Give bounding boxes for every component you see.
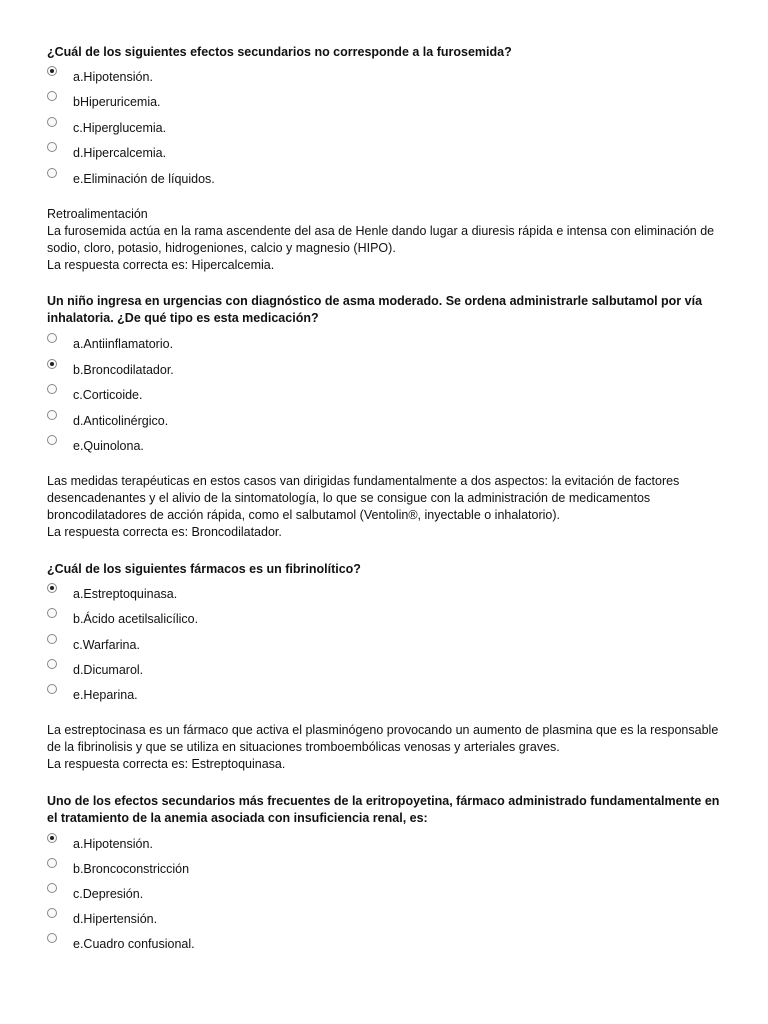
question-2-option-a[interactable] (47, 336, 447, 354)
radio-unchecked-icon[interactable] (47, 659, 57, 669)
option-label: d.Dicumarol. (73, 663, 144, 677)
radio-checked-icon[interactable] (47, 583, 57, 593)
option-label: c.Warfarina. (73, 638, 140, 652)
radio-unchecked-icon[interactable] (47, 883, 57, 893)
question-1-option-a[interactable] (47, 69, 447, 87)
option-label: e.Quinolona. (73, 439, 144, 453)
option-label: a.Hipotensión. (73, 837, 153, 851)
radio-unchecked-icon[interactable] (47, 634, 57, 644)
radio-unchecked-icon[interactable] (47, 91, 57, 101)
feedback-title: Retroalimentación (47, 207, 148, 221)
question-3-option-c[interactable] (47, 637, 447, 655)
option-label: b.Broncodilatador. (73, 363, 174, 377)
option-label: b.Ácido acetilsalicílico. (73, 612, 199, 626)
question-2-feedback (47, 473, 727, 541)
question-3-option-a[interactable] (47, 586, 447, 604)
radio-unchecked-icon[interactable] (47, 117, 57, 127)
option-label: d.Anticolinérgico. (73, 414, 169, 428)
radio-unchecked-icon[interactable] (47, 608, 57, 618)
question-4-option-c[interactable] (47, 886, 447, 904)
question-2-option-e[interactable] (47, 438, 447, 456)
option-label: bHiperuricemia. (73, 95, 161, 109)
question-2-text: Un niño ingresa en urgencias con diagnóstico de asma moderado. Se ordena administrarle salbutamol por vía inhalatoria. ¿De qué tipo es esta medicación? (47, 294, 703, 325)
correct-answer: La respuesta correcta es: Hipercalcemia. (47, 258, 275, 272)
question-1-feedback (47, 206, 727, 274)
question-2-option-c[interactable] (47, 387, 447, 405)
option-label: e.Eliminación de líquidos. (73, 172, 215, 186)
radio-unchecked-icon[interactable] (47, 933, 57, 943)
radio-unchecked-icon[interactable] (47, 168, 57, 178)
correct-answer: La respuesta correcta es: Broncodilatador. (47, 525, 282, 539)
radio-unchecked-icon[interactable] (47, 435, 57, 445)
question-4-text: Uno de los efectos secundarios más frecuentes de la eritropoyetina, fármaco administrado fundamentalmente en el tratamiento de la anemia asociada con insuficiencia renal, es: (47, 794, 720, 825)
question-3-option-d[interactable] (47, 662, 447, 680)
question-4-option-a[interactable] (47, 836, 447, 854)
question-1-option-d[interactable] (47, 145, 447, 163)
feedback-text: La furosemida actúa en la rama ascendente del asa de Henle dando lugar a diuresis rápida e intensa con eliminación de sodio, cloro, potasio, hidrogeniones, calcio y magnesio (HIPO). (47, 224, 715, 255)
option-label: a.Antiinflamatorio. (73, 337, 174, 351)
feedback-text: Las medidas terapéuticas en estos casos van dirigidas fundamentalmente a dos aspectos: la evitación de factores desencadenantes y el alivio de la sintomatología, lo que se consigue con la administración de medicamentos broncodilatadores de acción rápida, como el salbutamol (Ventolin®, inyectable o inhalatorio). (47, 474, 680, 522)
question-1-option-b[interactable] (47, 94, 447, 112)
feedback-text: La estreptocinasa es un fármaco que activa el plasminógeno provocando un aumento de plasmina que es la responsable de la fibrinolisis y que se utiliza en situaciones tromboembólicas venosas y arteriales graves. (47, 723, 719, 754)
radio-unchecked-icon[interactable] (47, 333, 57, 343)
option-label: b.Broncoconstricción (73, 862, 190, 876)
radio-unchecked-icon[interactable] (47, 384, 57, 394)
option-label: a.Estreptoquinasa. (73, 587, 178, 601)
question-1-option-e[interactable] (47, 171, 447, 189)
question-3-option-e[interactable] (47, 687, 447, 705)
option-label: d.Hipercalcemia. (73, 146, 167, 160)
option-label: d.Hipertensión. (73, 912, 158, 926)
option-label: c.Hiperglucemia. (73, 121, 167, 135)
question-1-text: ¿Cuál de los siguientes efectos secundarios no corresponde a la furosemida? (47, 45, 512, 59)
option-label: c.Depresión. (73, 887, 144, 901)
question-2-option-b[interactable] (47, 362, 447, 380)
question-3-text: ¿Cuál de los siguientes fármacos es un fibrinolítico? (47, 562, 361, 576)
option-label: e.Cuadro confusional. (73, 937, 195, 951)
question-4-option-e[interactable] (47, 936, 447, 954)
question-4-option-b[interactable] (47, 861, 447, 879)
radio-unchecked-icon[interactable] (47, 908, 57, 918)
radio-unchecked-icon[interactable] (47, 858, 57, 868)
correct-answer: La respuesta correcta es: Estreptoquinasa. (47, 757, 286, 771)
radio-unchecked-icon[interactable] (47, 684, 57, 694)
question-4-option-d[interactable] (47, 911, 447, 929)
question-2-option-d[interactable] (47, 413, 447, 431)
radio-unchecked-icon[interactable] (47, 410, 57, 420)
radio-unchecked-icon[interactable] (47, 142, 57, 152)
question-1-option-c[interactable] (47, 120, 447, 138)
radio-checked-icon[interactable] (47, 359, 57, 369)
radio-checked-icon[interactable] (47, 66, 57, 76)
option-label: c.Corticoide. (73, 388, 143, 402)
question-3-option-b[interactable] (47, 611, 447, 629)
option-label: a.Hipotensión. (73, 70, 153, 84)
option-label: e.Heparina. (73, 688, 138, 702)
radio-checked-icon[interactable] (47, 833, 57, 843)
question-3-feedback (47, 722, 727, 773)
